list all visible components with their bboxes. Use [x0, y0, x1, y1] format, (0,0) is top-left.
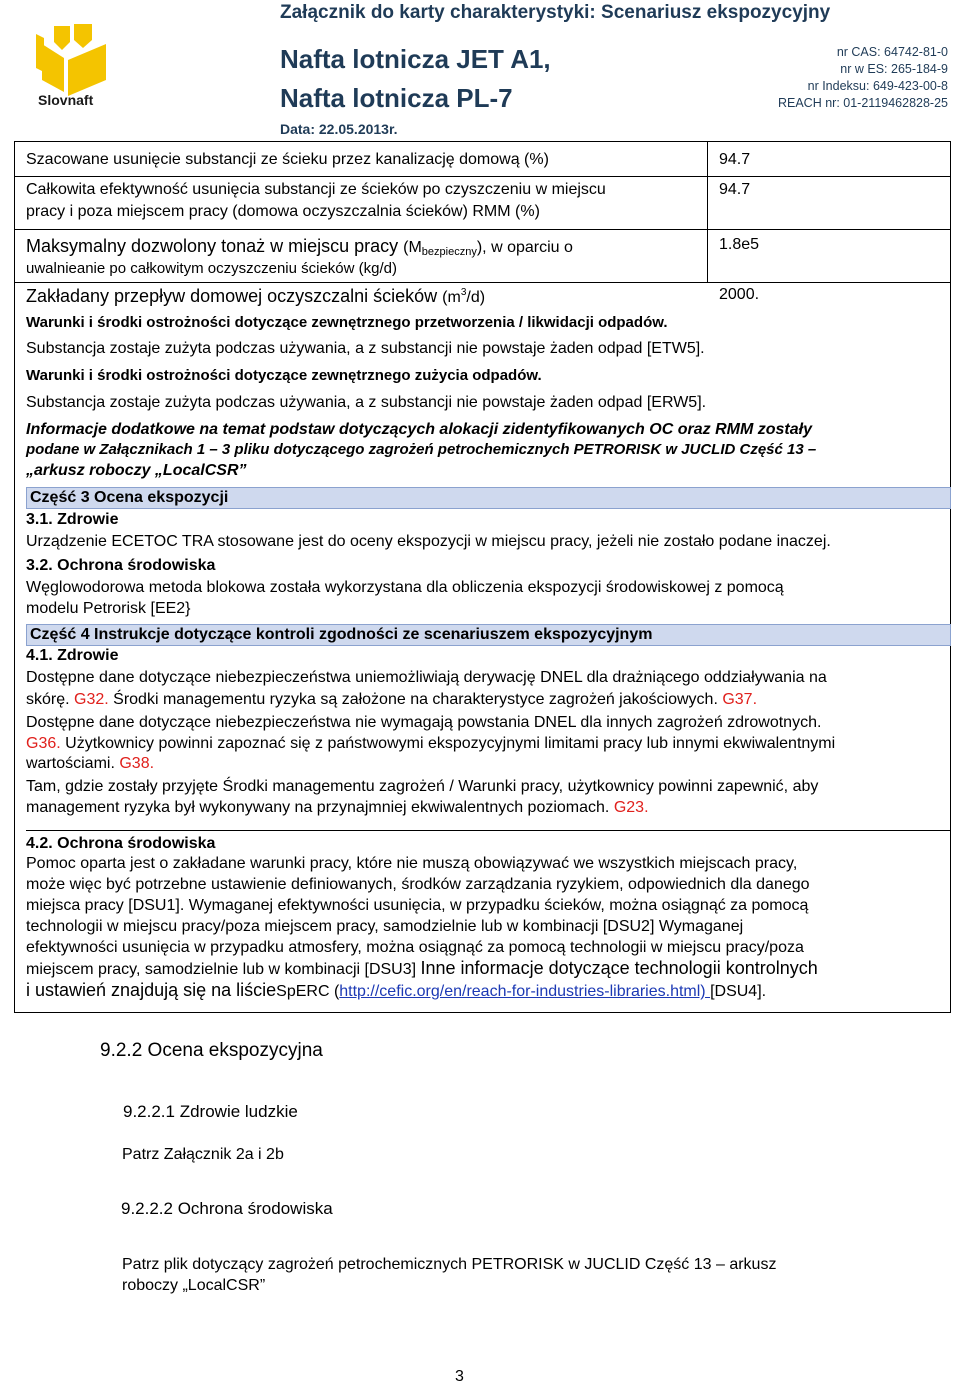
- table-row-value: 1.8e5: [719, 236, 760, 253]
- paragraph: Patrz plik dotyczący zagrożeń petrochemicznych PETRORISK w JUCLID Część 13 – arkusz: [122, 1256, 777, 1273]
- section-heading-9-2-2: 9.2.2 Ocena ekspozycyjna: [100, 1040, 323, 1061]
- reach-number: REACH nr: 01-2119462828-25: [777, 96, 948, 110]
- table-row-value: 94.7: [719, 151, 751, 168]
- paragraph: roboczy „LocalCSR”: [122, 1277, 266, 1294]
- table-row-label: Szacowane usunięcie substancji ze ścieku przez kanalizację domową (%): [26, 151, 549, 168]
- table-column-divider: [707, 141, 708, 282]
- info-note: Informacje dodatkowe na temat podstaw dotyczących alokacji zidentyfikowanych OC oraz RMM zostały: [26, 421, 812, 438]
- paragraph: miejscem pracy, samodzielnie lub w kombinacji [DSU3] Inne informacje dotyczące technologii kontrolnych: [26, 958, 818, 978]
- logo-text: Slovnaft: [38, 92, 94, 108]
- document-title: Załącznik do karty charakterystyki: Scenariusz ekspozycyjny: [280, 2, 831, 23]
- paragraph: management ryzyka był wykonywany na przynajmniej ekwiwalentnych poziomach. G23.: [26, 799, 649, 816]
- table-row-value: 94.7: [719, 181, 751, 198]
- section-heading: Warunki i środki ostrożności dotyczące zewnętrznego zużycia odpadów.: [26, 367, 542, 384]
- reference-code: G32.: [74, 691, 109, 708]
- table-row-label: uwalnieanie po całkowitym oczyszczeniu ścieków (kg/d): [26, 260, 397, 277]
- reference-code: G36.: [26, 735, 61, 752]
- info-note: podane w Załącznikach 1 – 3 pliku dotyczącego zagrożeń petrochemicznych PETRORISK w JUCLID Część 13 –: [26, 441, 817, 458]
- table-row-label: pracy i poza miejscem pracy (domowa oczyszczalnia ścieków) RMM (%): [26, 203, 540, 220]
- subsection-heading: 3.1. Zdrowie: [26, 511, 119, 528]
- table-divider: [14, 176, 951, 177]
- paragraph: G36. Użytkownicy powinni zapoznać się z państwowymi ekspozycyjnymi limitami pracy lub innymi ekwiwalentnymi: [26, 735, 836, 752]
- paragraph: może więc być potrzebne ustawienie definiowanych, środków zarządzania ryzykiem, odpowiednich dla danego: [26, 876, 810, 893]
- paragraph: Węglowodorowa metoda blokowa została wykorzystana dla obliczenia ekspozycji środowiskowej z pomocą: [26, 579, 784, 596]
- identifiers-block: [778, 44, 948, 112]
- paragraph: Substancja zostaje zużyta podczas używania, a z substancji nie powstaje żaden odpad [ERW5].: [26, 394, 707, 411]
- paragraph: Dostępne dane dotyczące niebezpieczeństwa nie wymagają powstania DNEL dla innych zagrożeń zdrowotnych.: [26, 714, 822, 731]
- product-name-line1: Nafta lotnicza JET A1,: [280, 44, 551, 74]
- cefic-link[interactable]: http://cefic.org/en/reach-for-industries-libraries.html): [339, 983, 711, 1000]
- cas-number: nr CAS: 64742-81-0: [836, 45, 948, 59]
- section-heading: Warunki i środki ostrożności dotyczące zewnętrznego przetworzenia / likwidacji odpadów.: [26, 314, 668, 331]
- subsection-heading: 4.2. Ochrona środowiska: [26, 835, 216, 852]
- paragraph: Patrz Załącznik 2a i 2b: [122, 1146, 284, 1163]
- es-number: nr w ES: 265-184-9: [840, 62, 948, 76]
- table-row-label: Całkowita efektywność usunięcia substancji ze ścieków po czyszczeniu w miejscu: [26, 181, 606, 198]
- paragraph: miejsca pracy [DSU1]. Wymaganej efektywności usunięcia, w przypadku ścieków, można osiągnąć za pomocą: [26, 897, 809, 914]
- paragraph: Dostępne dane dotyczące niebezpieczeństwa uniemożliwiają derywację DNEL dla drażniącego oddziaływania na: [26, 669, 827, 686]
- part3-heading: Część 3 Ocena ekspozycji: [30, 489, 229, 506]
- paragraph: Tam, gdzie zostały przyjęte Środki managementu zagrożeń / Warunki pracy, użytkownicy powinni zapewnić, aby: [26, 778, 819, 795]
- paragraph: skórę. G32. Środki managementu ryzyka są założone na charakterystyce zagrożeń jakościowych. G37.: [26, 691, 758, 708]
- paragraph: wartościami. G38.: [26, 755, 155, 772]
- section-heading-9-2-2-1: 9.2.2.1 Zdrowie ludzkie: [123, 1102, 298, 1121]
- part4-heading: Część 4 Instrukcje dotyczące kontroli zgodności ze scenariuszem ekspozycyjnym: [30, 626, 653, 643]
- paragraph: Urządzenie ECETOC TRA stosowane jest do oceny ekspozycji w miejscu pracy, jeżeli nie zostało podane inaczej.: [26, 533, 831, 550]
- table-row-label: Zakładany przepływ domowej oczyszczalni ścieków $(m^3/d)$: [26, 286, 486, 306]
- table-row-value: 2000.: [719, 286, 760, 303]
- table-divider: [14, 282, 951, 283]
- index-number: nr Indeksu: 649-423-00-8: [807, 79, 948, 93]
- reference-code: G37.: [722, 691, 758, 708]
- paragraph: technologii w miejscu pracy/poza miejscem pracy, samodzielnie lub w kombinacji [DSU2] Wymaganej: [26, 918, 744, 935]
- document-date: Data: 22.05.2013r.: [280, 121, 398, 137]
- section-heading-9-2-2-2: 9.2.2.2 Ochrona środowiska: [121, 1199, 333, 1218]
- info-note: „arkusz roboczy „LocalCSR”: [26, 462, 247, 479]
- paragraph: Substancja zostaje zużyta podczas używania, a z substancji nie powstaje żaden odpad [ETW5].: [26, 340, 705, 357]
- paragraph: efektywności usunięcia w przypadku atmosfery, można osiągnąć za pomocą technologii w miejscu pracy/poza: [26, 939, 804, 956]
- section-divider: [26, 830, 951, 831]
- page-number: 3: [455, 1368, 464, 1385]
- table-row-label: Maksymalny dozwolony tonaż w miejscu pracy $(M_{bezpieczny})$, w oparciu o: [26, 236, 573, 258]
- reference-code: G38.: [119, 755, 155, 772]
- paragraph: i ustawień znajdują się na liścieSpERC (http://cefic.org/en/reach-for-industries-libraries.html) [DSU4].: [26, 980, 767, 1000]
- product-name-line2: Nafta lotnicza PL-7: [280, 83, 513, 113]
- paragraph: Pomoc oparta jest o zakładane warunki pracy, które nie muszą obowiązywać we wszystkich miejscach pracy,: [26, 855, 798, 872]
- subsection-heading: 4.1. Zdrowie: [26, 647, 119, 664]
- table-divider: [14, 229, 951, 230]
- subsection-heading: 3.2. Ochrona środowiska: [26, 557, 216, 574]
- reference-code: G23.: [613, 799, 649, 816]
- paragraph: modelu Petrorisk [EE2}: [26, 600, 191, 617]
